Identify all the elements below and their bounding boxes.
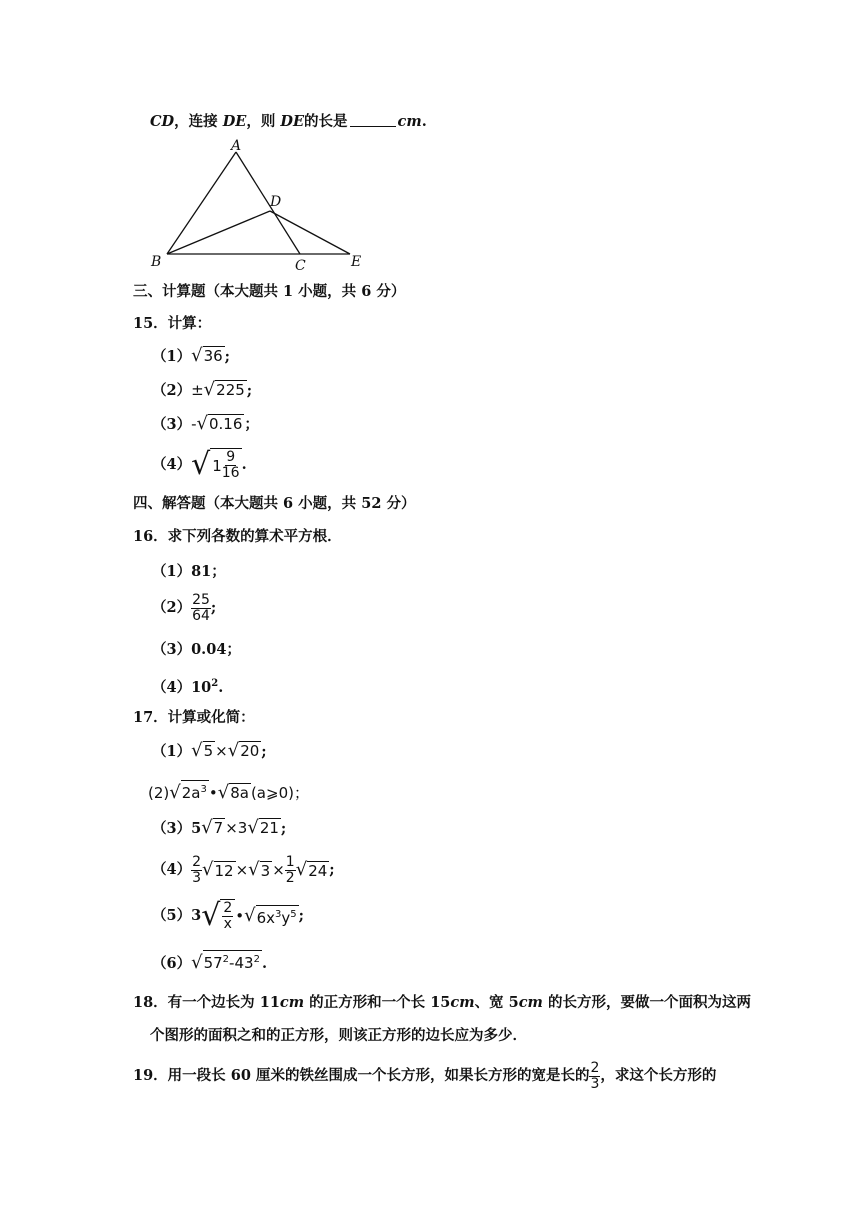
fraction [589, 1061, 600, 1092]
sqrt-sign: √ [295, 859, 308, 880]
item-value: 81； [191, 563, 226, 580]
radicand: 3 [260, 861, 271, 880]
item-number: （3） [152, 820, 192, 837]
radicand: 5 [203, 742, 214, 760]
q16-item-3 [152, 640, 241, 660]
radicand: 24 [308, 861, 328, 880]
exponent: 3 [275, 909, 282, 920]
radicand [181, 780, 209, 802]
q17-item-5 [152, 894, 304, 938]
section-heading-4: 四、解答题（本大题共 6 小题，共 52 分） [133, 495, 416, 512]
sqrt-sign: √ [191, 345, 203, 366]
unit: cm [397, 113, 422, 130]
fraction [222, 901, 233, 932]
sqrt-sign: √ [217, 782, 230, 803]
term: 57 [203, 954, 223, 972]
label-a: A [231, 138, 242, 154]
sqrt-sign: √ [203, 379, 216, 400]
q16-item-1 [152, 562, 226, 582]
segment-de [270, 211, 350, 254]
punct: ; [280, 820, 287, 837]
sqrt-sign: √ [201, 817, 213, 838]
sqrt-sign: √ [169, 782, 181, 803]
radicand: 225 [216, 381, 245, 399]
item-number: （2） [152, 599, 192, 616]
denominator: x [223, 916, 232, 932]
sqrt-sign: √ [227, 740, 240, 761]
label-b: B [151, 254, 162, 270]
sqrt-sign: √ [247, 817, 259, 838]
plus-minus: ± [191, 381, 204, 399]
power-exponent: 2 [211, 678, 219, 689]
radicand: 20 [240, 742, 260, 760]
q15-item-1 [152, 346, 230, 367]
punct: ; [298, 907, 304, 924]
text: 的正方形和一个长 [304, 994, 431, 1011]
coefficient: 3 [237, 819, 248, 837]
numerator: 2 [192, 853, 202, 870]
denominator: 3 [590, 1075, 600, 1092]
coefficient: 3 [191, 907, 202, 924]
unit: cm [279, 994, 305, 1011]
sqrt-sign: √ [202, 859, 214, 880]
q14-tail-line [150, 112, 427, 132]
condition: (a⩾0) [250, 784, 294, 802]
item-number: （4） [152, 456, 192, 473]
segment-bd [167, 211, 270, 254]
q17-item-6 [152, 950, 267, 974]
segment-ab [167, 152, 236, 254]
item-number: （6） [152, 955, 192, 972]
denominator: 2 [285, 869, 295, 886]
item-number: （4） [152, 861, 192, 878]
radicand: 8a [230, 784, 249, 802]
q15-title: 15．计算： [133, 315, 212, 332]
minus-sign: - [191, 415, 197, 433]
punct: ; [246, 382, 253, 399]
text: ，则 [246, 113, 276, 130]
radicand-base: 2a [181, 784, 201, 802]
numerator: 9 [226, 449, 236, 465]
sqrt-sign: √ [248, 859, 260, 880]
fraction [191, 593, 211, 624]
item-number: （1） [152, 563, 192, 580]
times-sign: × [235, 861, 249, 879]
section-heading-3: 三、计算题（本大题共 1 小题，共 6 分） [133, 283, 406, 300]
dot-operator: • [208, 784, 218, 802]
text: ，求这个长方形的 [600, 1067, 717, 1084]
punct: . [261, 955, 267, 972]
text: . [421, 113, 427, 130]
text-cd: CD [150, 113, 175, 130]
minus-sign: - [229, 954, 235, 972]
punct: ; [224, 348, 231, 365]
punct: . [218, 678, 224, 696]
label-e: E [351, 254, 362, 270]
fraction [191, 855, 202, 886]
radicand [203, 950, 262, 972]
sqrt-sign: √ [191, 740, 203, 761]
item-value: 0.04； [191, 641, 241, 658]
text: 的长是 [304, 113, 348, 130]
numerator: 2 [223, 900, 233, 916]
punct: ; [329, 861, 335, 878]
sqrt-sign: √ [196, 413, 208, 434]
number: 11 [259, 994, 280, 1011]
q16-title: 16．求下列各数的算术平方根． [133, 528, 342, 545]
radicand: 0.16 [209, 415, 243, 433]
exponent: 5 [290, 909, 297, 920]
unit: cm [450, 994, 475, 1011]
item-number: (2) [148, 784, 170, 802]
mixed-whole: 1 [212, 456, 222, 475]
q16-item-2 [152, 590, 216, 626]
exponent: 2 [253, 954, 260, 965]
denominator: 3 [192, 869, 202, 886]
radicand: 36 [203, 347, 223, 365]
q17-item-3 [152, 818, 286, 839]
q18-line-1 [133, 993, 751, 1013]
sqrt-sign: √ [201, 898, 221, 933]
number: 15 [430, 994, 451, 1011]
sqrt-sign: √ [191, 447, 211, 482]
dot-operator: • [235, 907, 245, 925]
fraction [222, 450, 240, 481]
q19-line [133, 1058, 716, 1094]
power-base: 10 [191, 678, 212, 696]
radicand: 12 [214, 861, 234, 880]
term: y [281, 909, 291, 927]
coefficient: 5 [191, 820, 202, 837]
label-d: D [270, 194, 282, 210]
text: ，连接 [174, 113, 218, 130]
q18-line-2: 个图形的面积之和的正方形，则该正方形的边长应为多少． [150, 1027, 527, 1044]
numerator: 2 [590, 1059, 600, 1076]
denominator: 16 [221, 465, 240, 481]
times-sign: × [215, 742, 228, 760]
text: 18．有一个边长为 [133, 994, 260, 1011]
item-number: （1） [152, 348, 192, 365]
q15-item-4 [152, 448, 247, 482]
radicand [256, 905, 299, 927]
q15-item-2 [152, 380, 252, 401]
item-number: （3） [152, 641, 192, 658]
segment-ac [236, 152, 300, 254]
numerator: 1 [285, 853, 295, 870]
sqrt-sign: √ [191, 952, 203, 973]
q17-item-4 [152, 850, 335, 890]
fraction [285, 855, 296, 886]
term: 6x [256, 909, 275, 927]
punct: ; [210, 599, 217, 616]
q16-item-4 [152, 674, 223, 698]
item-number: （4） [152, 678, 192, 696]
answer-blank [350, 112, 396, 127]
numerator: 25 [192, 591, 210, 608]
punct: ； [244, 416, 259, 433]
denominator: 64 [192, 607, 210, 624]
number: 5 [508, 994, 519, 1011]
radicand: 7 [213, 819, 224, 837]
punct: . [241, 456, 247, 473]
text: 19．用一段长 60 厘米的铁丝围成一个长方形，如果长方形的宽是长的 [133, 1067, 590, 1084]
radicand [220, 899, 235, 933]
punct: ; [261, 743, 267, 760]
triangle-figure [140, 136, 380, 276]
sqrt-sign: √ [244, 905, 256, 926]
times-sign: × [225, 819, 238, 837]
unit: cm [518, 994, 543, 1011]
item-number: （2） [152, 382, 192, 399]
q15-item-3 [152, 414, 259, 435]
item-number: （5） [152, 907, 192, 924]
item-number: （1） [152, 743, 192, 760]
punct: ； [293, 784, 309, 802]
label-c: C [295, 258, 306, 274]
q17-item-2 [148, 780, 309, 804]
radicand: 21 [259, 819, 279, 837]
term: 43 [234, 954, 254, 972]
text-de: DE [222, 113, 247, 130]
exponent: 2 [222, 954, 230, 965]
text-de: DE [280, 113, 305, 130]
q17-title: 17．计算或化简： [133, 709, 255, 726]
text: 的长方形，要做一个面积为这两 [542, 994, 751, 1011]
text: 、宽 [474, 994, 509, 1011]
q17-item-1 [152, 741, 267, 762]
item-number: （3） [152, 416, 192, 433]
exponent: 3 [200, 784, 207, 795]
times-sign: × [272, 861, 285, 879]
